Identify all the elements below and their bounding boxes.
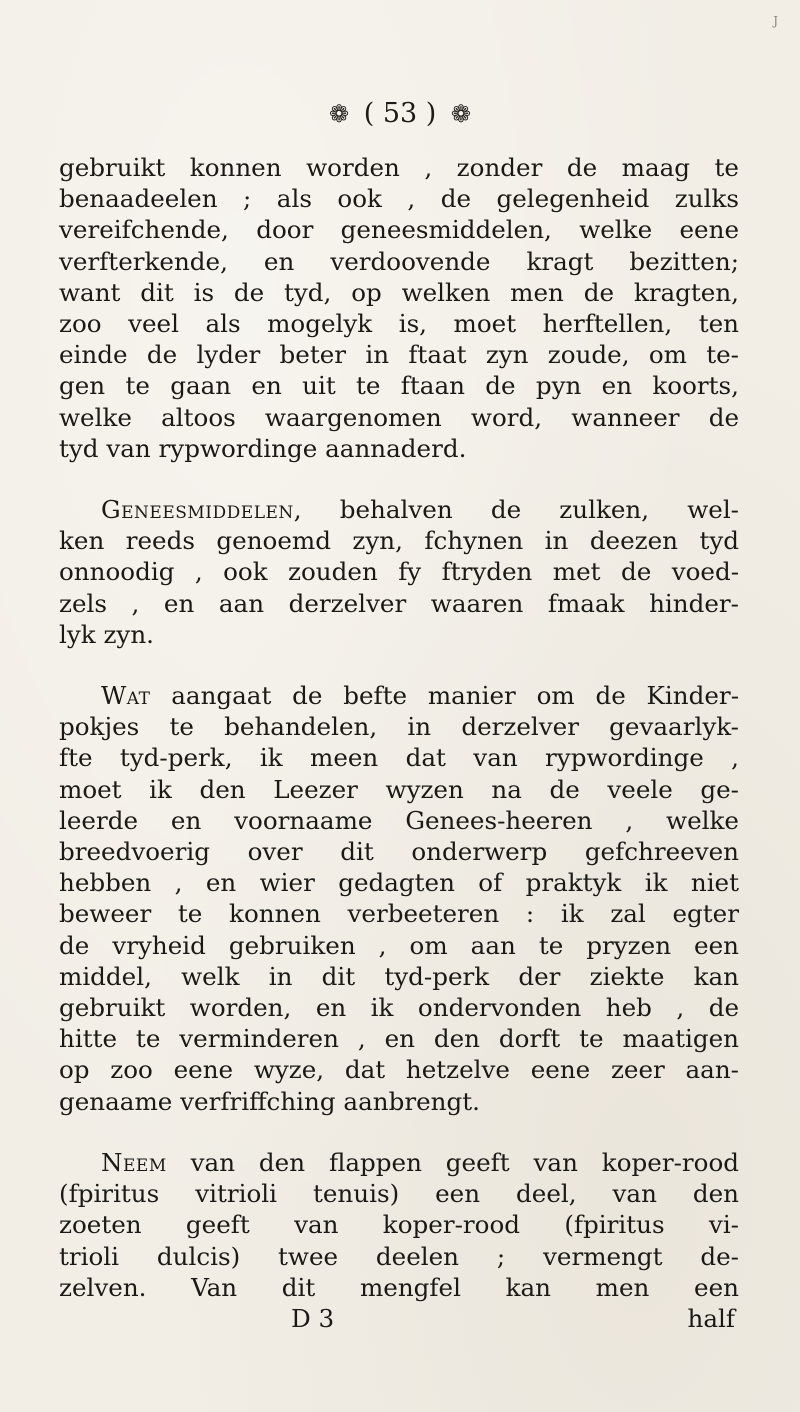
text-line	[59, 680, 739, 711]
paragraph-gap	[59, 1117, 739, 1147]
page-footer	[59, 1303, 739, 1334]
text-line: benaadeelen ; als ook , de gelegenheid zulks	[59, 184, 739, 214]
text-line: welke altoos waargenomen word, wanneer de	[59, 402, 739, 432]
text-line-rest: , behalven de zulken, wel-	[293, 495, 739, 525]
text-line: verfterkende, en verdoovende kragt bezitten;	[59, 246, 739, 276]
text-line: zels , en aan derzelver waaren fmaak hinder-	[59, 588, 739, 618]
text-line	[59, 1147, 739, 1178]
text-line: zoeten geeft van koper-rood (fpiritus vi-	[59, 1210, 739, 1240]
text-line: op zoo eene wyze, dat hetzelve eene zeer aan-	[59, 1055, 739, 1085]
paragraph-gap	[59, 650, 739, 680]
paragraph	[59, 494, 739, 650]
text-line: beweer te konnen verbeeteren : ik zal egter	[59, 899, 739, 929]
text-line: tyd van rypwordinge aannaderd.	[59, 433, 467, 463]
text-line: gebruikt worden, en ik ondervonden heb , de	[59, 993, 739, 1023]
text-line: genaame verfriffching aanbrengt.	[59, 1086, 480, 1116]
text-line: want dit is de tyd, op welken men de kragten,	[59, 277, 739, 307]
paragraph-gap	[59, 464, 739, 494]
text-line: gebruikt konnen worden , zonder de maag te	[59, 153, 739, 182]
page-header	[0, 98, 800, 129]
text-line: zelven. Van dit mengfel kan men een	[59, 1272, 739, 1302]
text-line: einde de lyder beter in ftaat zyn zoude, om te-	[59, 340, 739, 370]
text-line: hebben , en wier gedagten of praktyk ik niet	[59, 868, 739, 898]
text-line: breedvoerig over dit onderwerp gefchreeven	[59, 837, 739, 867]
text-line: trioli dulcis) twee deelen ; vermengt de-	[59, 1241, 739, 1271]
paragraph-lead-word: Geneesmiddelen	[101, 495, 294, 525]
text-line: fte tyd-perk, ik meen dat van rypwordinge ,	[59, 743, 739, 773]
flower-ornament-icon: ❁	[329, 100, 350, 128]
text-line: leerde en voornaame Genees-heeren , welke	[59, 805, 739, 835]
paragraph	[59, 680, 739, 1117]
text-line-rest: aangaat de befte manier om de Kinder-	[150, 681, 739, 711]
text-line: middel, welk in dit tyd-perk der ziekte kan	[59, 961, 739, 991]
flower-ornament-icon: ❁	[450, 100, 471, 128]
catchword: half	[687, 1303, 735, 1333]
text-line: ken reeds genoemd zyn, fchynen in deezen tyd	[59, 526, 739, 556]
text-line: gen te gaan en uit te ftaan de pyn en koorts,	[59, 371, 739, 401]
text-line: moet ik den Leezer wyzen na de veele ge-	[59, 774, 739, 804]
paragraph	[59, 1147, 739, 1303]
text-line: zoo veel als mogelyk is, moet herftellen, ten	[59, 309, 739, 339]
text-line: (fpiritus vitrioli tenuis) een deel, van den	[59, 1179, 739, 1209]
text-line: de vryheid gebruiken , om aan te pryzen een	[59, 930, 739, 960]
body-text	[59, 152, 739, 1334]
paragraph-lead-word: Wat	[101, 681, 151, 711]
text-line	[59, 494, 739, 525]
signature-mark: D 3	[291, 1303, 335, 1333]
text-line: lyk zyn.	[59, 619, 154, 649]
text-line: pokjes te behandelen, in derzelver gevaarlyk-	[59, 712, 739, 742]
text-line: onnoodig , ook zouden fy ftryden met de voed-	[59, 557, 739, 587]
paragraph	[59, 152, 739, 464]
corner-mark: J	[773, 14, 778, 28]
text-line: hitte te verminderen , en den dorft te maatigen	[59, 1024, 739, 1054]
text-line-rest: van den flappen geeft van koper-rood	[166, 1147, 739, 1177]
paragraph-lead-word: Neem	[101, 1147, 167, 1177]
text-line: vereifchende, door geneesmiddelen, welke eene	[59, 215, 739, 245]
page-number: ( 53 )	[363, 98, 437, 129]
